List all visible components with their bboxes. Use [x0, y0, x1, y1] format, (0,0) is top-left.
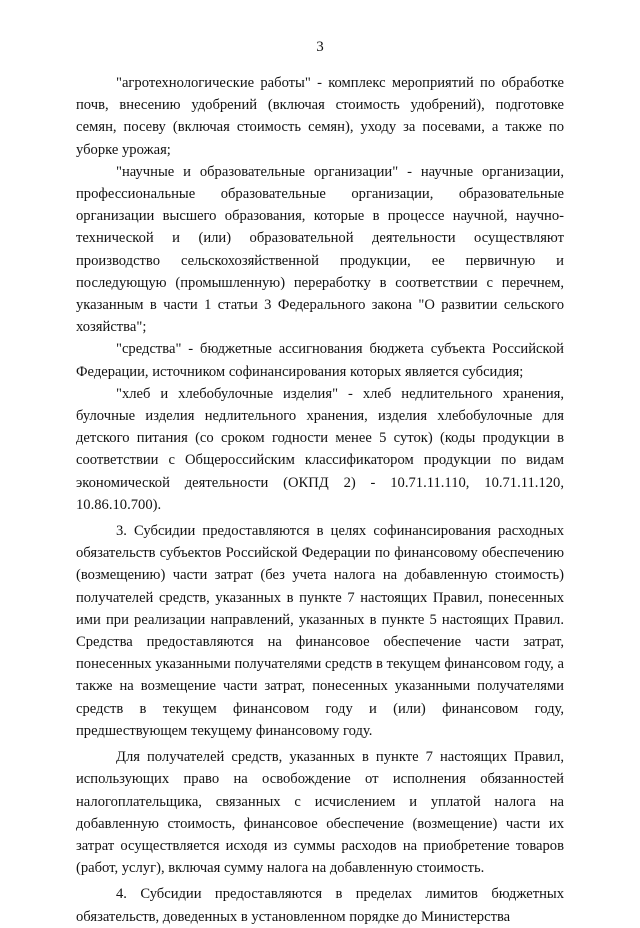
paragraph-clause-4: 4. Субсидии предоставляются в пределах лимитов бюджетных обязательств, доведенных в установленном порядке до Министерства: [76, 886, 564, 925]
paragraph-scientific-organizations: "научные и образовательные организации" - научные организации, профессиональные образовательные организации, образовательные организации высшего образования, которые в процессе научной, научно-технической и (или) образовательной деятельности осуществляют производство сельскохозяйственной продукции, ее первичную и последующую (промышленную) переработку в соответствии с перечнем, указанным в части 1 статьи 3 Федерального закона "О развитии сельского хозяйства";: [76, 163, 564, 336]
paragraph-clause-3: 3. Субсидии предоставляются в целях софинансирования расходных обязательств субъектов Российской Федерации по финансовому обеспечению (возмещению) части затрат (без учета налога на добавленную стоимость) получателей средств, указанных в пункте 7 настоящих Правил, понесенных ими при реализации направлений, указанных в пункте 5 настоящих Правил. Средства предоставляются на финансовое обеспечение части затрат, понесенных указанными получателями средств в текущем финансовом году, а также на возмещение части затрат, понесенных указанными получателями средств в текущем финансовом году и (или) финансовом году, предшествующем текущему финансовому году.: [76, 523, 564, 739]
paragraph-vat-exemption: Для получателей средств, указанных в пункте 7 настоящих Правил, использующих право на освобождение от исполнения обязанностей налогоплательщика, связанных с исчислением и уплатой налога на добавленную стоимость, финансовое обеспечение (возмещение) части их затрат осуществляется исходя из суммы расходов на приобретение товаров (работ, услуг), включая сумму налога на добавленную стоимость.: [76, 749, 564, 877]
document-body: [76, 72, 564, 928]
paragraph-funds: "средства" - бюджетные ассигнования бюджета субъекта Российской Федерации, источником софинансирования которых является субсидия;: [76, 341, 564, 380]
paragraph-bread-products: "хлеб и хлебобулочные изделия" - хлеб недлительного хранения, булочные изделия недлительного хранения, изделия хлебобулочные для детского питания (со сроком годности менее 5 суток) (коды продукции в соответствии с Общероссийским классификатором продукции по видам экономической деятельности (ОКПД 2) - 10.71.11.110, 10.71.11.120, 10.86.10.700).: [76, 385, 564, 513]
paragraph-agrotech-works: "агротехнологические работы" - комплекс мероприятий по обработке почв, внесению удобрений (включая стоимость удобрений), подготовке семян, посеву (включая стоимость семян), уходу за посевами, а также по уборке урожая;: [76, 75, 564, 158]
page-number: 3: [316, 39, 324, 55]
